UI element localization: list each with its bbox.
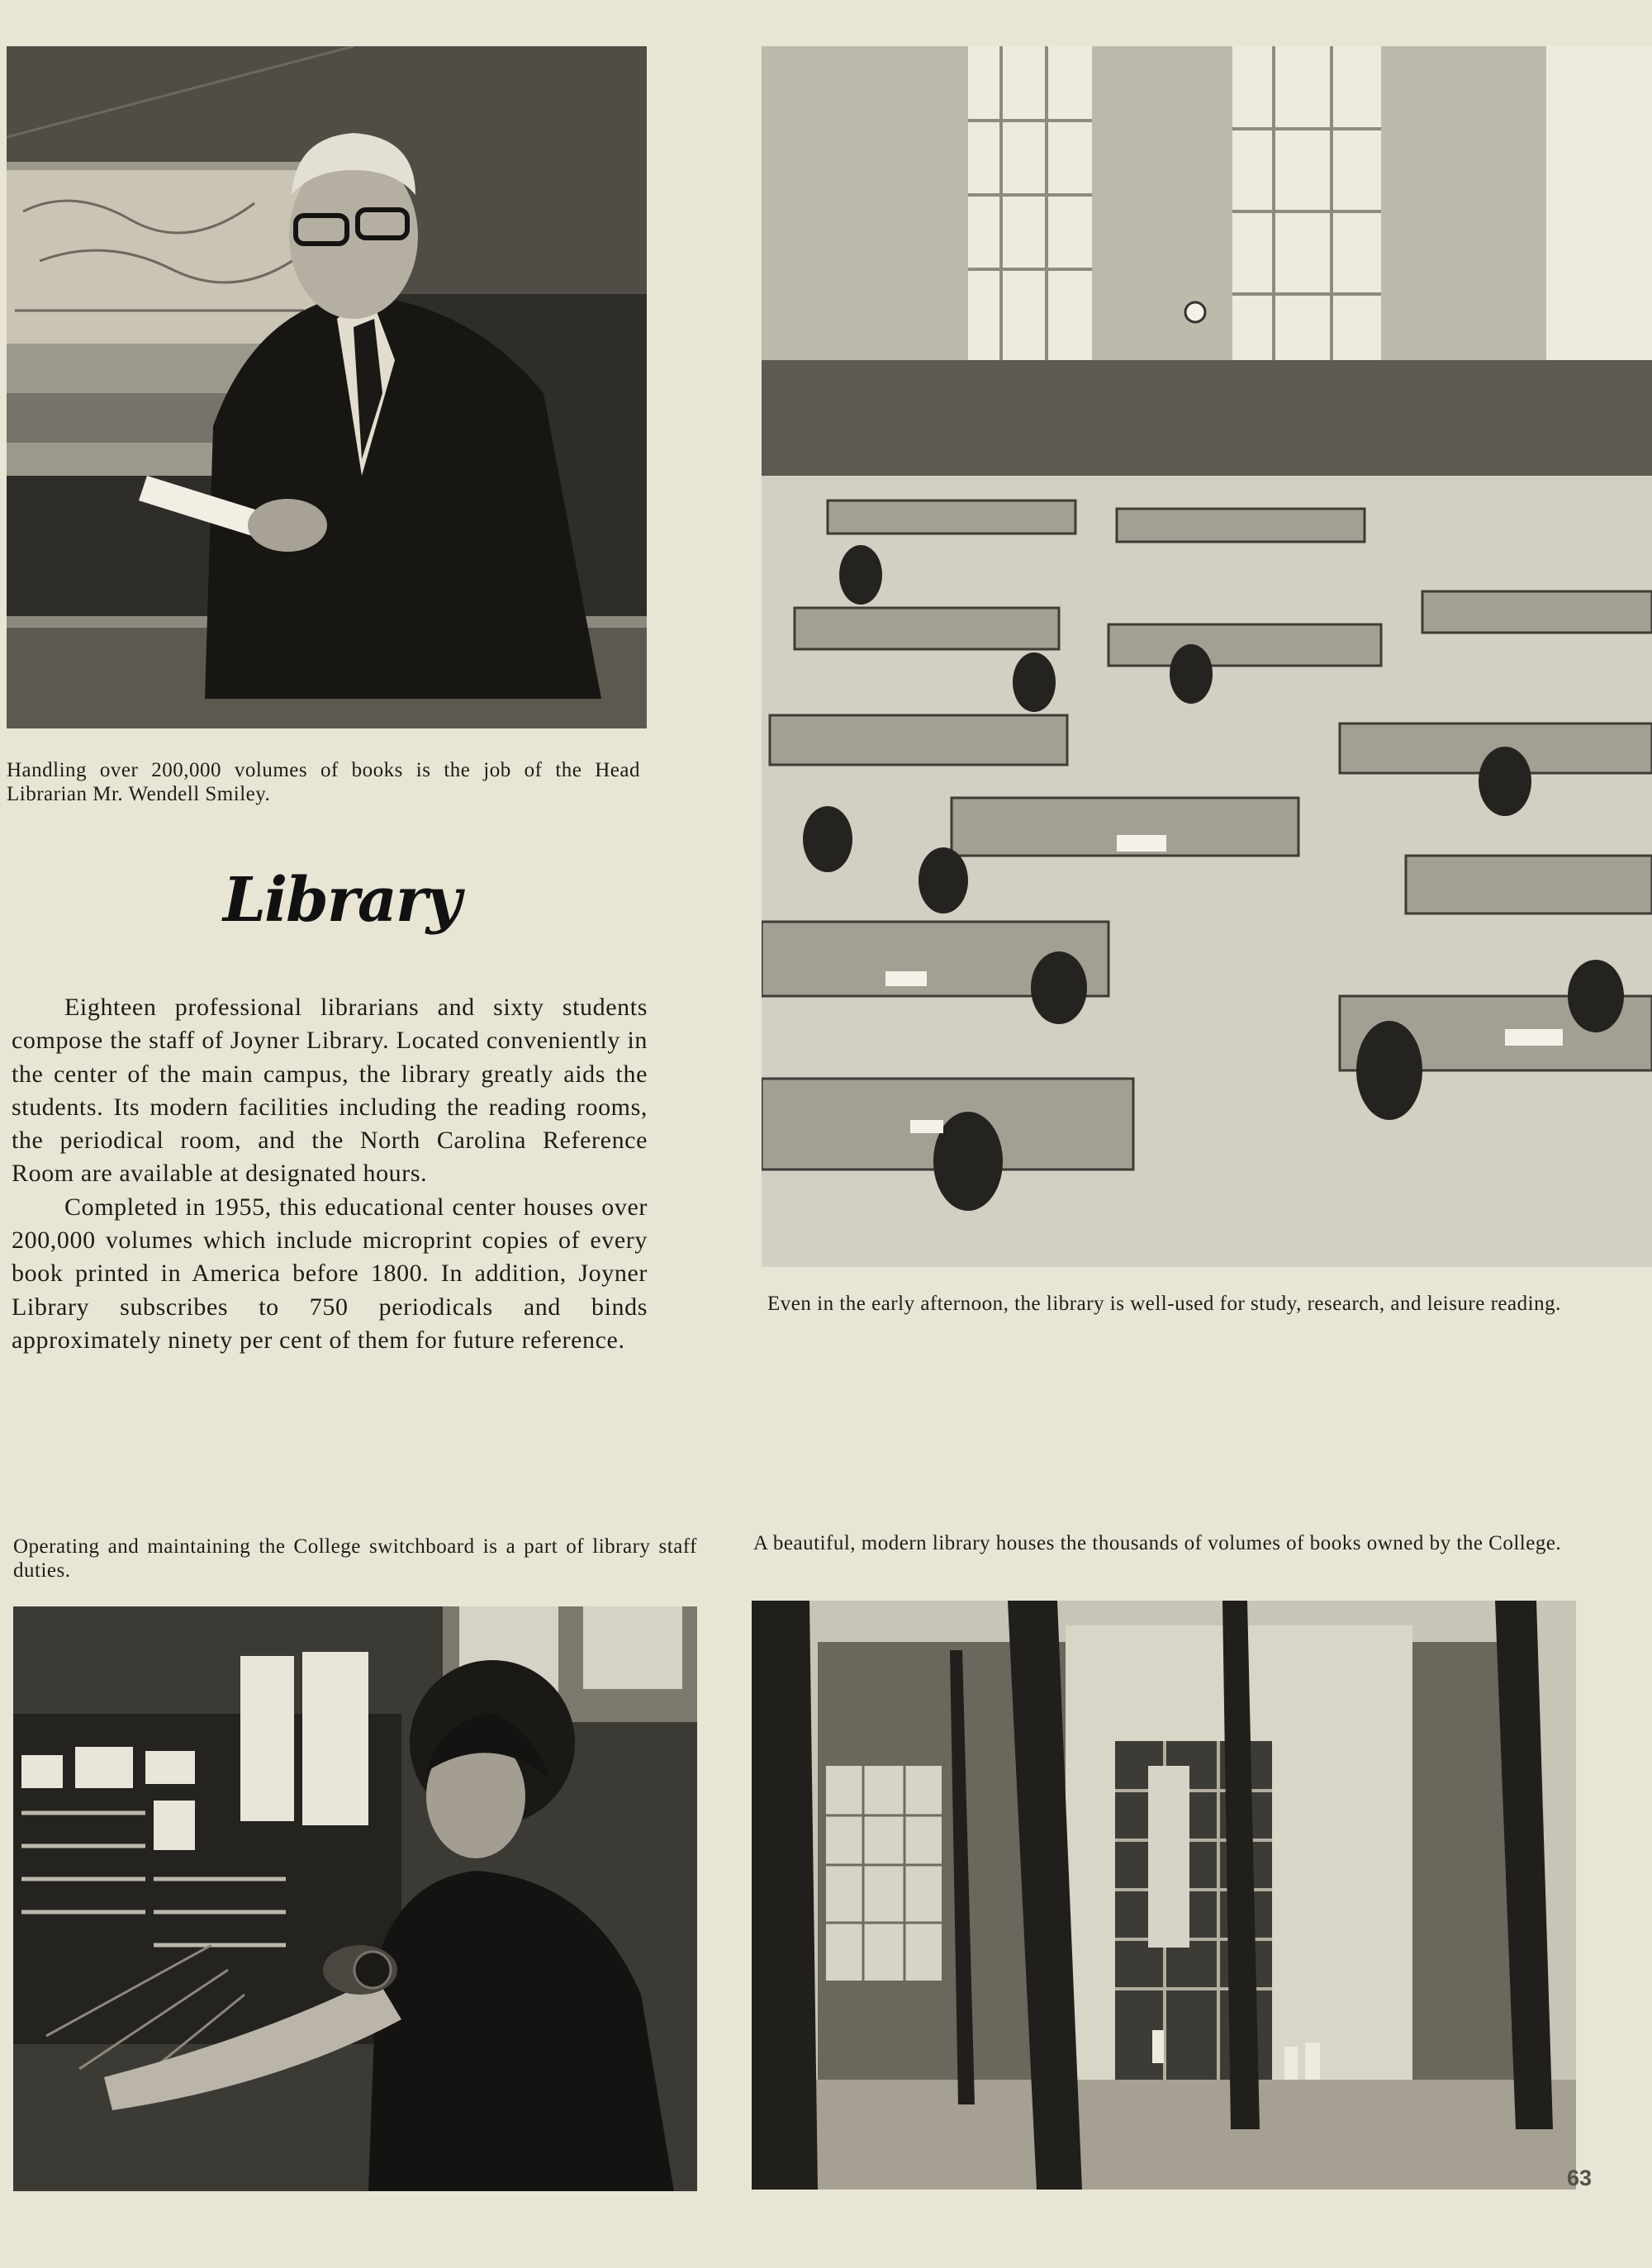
article-paragraph: Completed in 1955, this educational center houses over 200,000 volumes which include microprint copies of every book printed in America before 1800. In addition, Joyner Library subscribes to 750 periodicals and binds approximately ninety per cent of them for future reference.: [12, 1193, 648, 1354]
reading-room-photo: [762, 46, 1652, 1267]
building-photo: [752, 1601, 1576, 2190]
building-caption: A beautiful, modern library houses the thousands of volumes of books owned by the College.: [753, 1532, 1562, 1554]
page-number: 63: [1567, 2166, 1593, 2190]
librarian-caption: Handling over 200,000 volumes of books is the job of the Head Librarian Mr. Wendell Smiley.: [7, 759, 640, 805]
reading-room-caption: Even in the early afternoon, the library is well-used for study, research, and leisure reading.: [767, 1293, 1561, 1315]
switchboard-photo: [13, 1606, 697, 2191]
article-body: [12, 991, 648, 1357]
librarian-photo: [7, 46, 647, 728]
page-title: Library: [223, 865, 460, 936]
article-paragraph: Eighteen professional librarians and sixty students compose the staff of Joyner Library. Located conveniently in the center of the main campus, the library greatly aids the students. Its modern facilities including the reading rooms, the periodical room, and the North Carolina Reference Room are available at designated hours.: [12, 994, 648, 1188]
switchboard-caption: Operating and maintaining the College switchboard is a part of library staff duties.: [13, 1535, 697, 1582]
